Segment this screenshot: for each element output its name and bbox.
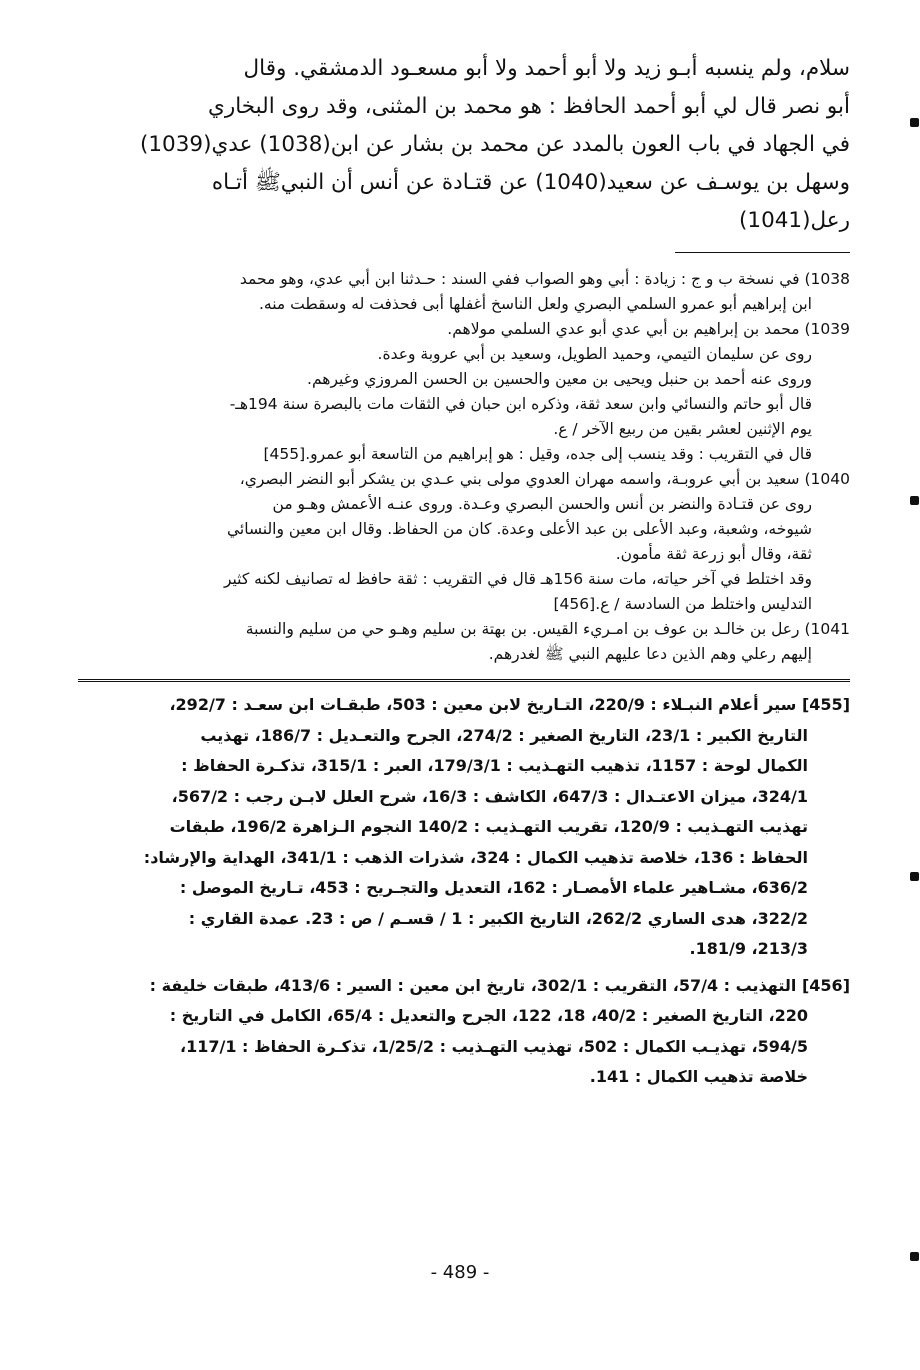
footnote-number: 1038): [804, 270, 850, 288]
scan-mark: [910, 496, 919, 505]
main-line: أبو نصر قال لي أبو أحمد الحافظ : هو محمد بن المثنى، وقد روى البخاري: [208, 94, 850, 119]
reference-line: خلاصة تذهيب الكمال : 141.: [589, 1067, 808, 1086]
footnote-1041: [78, 617, 850, 667]
reference-number: [455]: [801, 695, 850, 714]
main-line: رعل(1041): [739, 208, 850, 233]
scan-mark: [910, 118, 919, 127]
footnote-line: 1041) رعل بن خالـد بن عوف بن امـريء القيس. بن بهتة بن سليم وهـو حي من سليم والنسبة: [245, 620, 850, 638]
page-number: - 489 -: [430, 1262, 490, 1283]
footnote-line: روى عن قتـادة والنضر بن أنس والحسن البصري وعـدة. وروى عنـه الأعمش وهـو من: [272, 495, 812, 513]
reference-line: [455] سير أعلام النبـلاء : 220/9، التـاريخ لابن معين : 503، طبقـات ابن سعـد : 292/7،: [169, 695, 850, 714]
reference-line: 213/3، 181/9.: [689, 939, 808, 958]
reference-line: 220، التاريخ الصغير : 40/2، 18، 122، الجرح والتعديل : 65/4، الكامل في التاريخ :: [169, 1006, 808, 1025]
footnote-line: إليهم رعلي وهم الذين دعا عليهم النبي ﷺ لغدرهم.: [488, 645, 812, 663]
main-line: سلام، ولم ينسبه أبـو زيد ولا أبو أحمد ولا أبو مسعـود الدمشقي. وقال: [243, 56, 850, 81]
footnote-line: 1038) في نسخة ب و ج : زيادة : أبي وهو الصواب ففي السند : حـدثنا ابن أبي عدي، وهو محمد: [239, 270, 850, 288]
footnote-line: يوم الإثنين لعشر بقين من ربيع الآخر / ع.: [553, 420, 812, 438]
footnote-number: 1040): [804, 470, 850, 488]
main-line: وسهل بن يوسـف عن سعيد(1040) عن قتـادة عن أنس أن النبيﷺ أتـاه: [211, 170, 850, 195]
scan-mark: [910, 872, 919, 881]
footnote-line: التدليس واختلط من السادسة / ع.[456]: [553, 595, 812, 613]
references-divider: [78, 679, 850, 682]
reference-line: الكمال لوحة : 1157، تذهيب التهـذيب : 179/3/1، العبر : 315/1، تذكـرة الحفاظ :: [181, 756, 808, 775]
page-content: [78, 50, 850, 1093]
reference-455: [78, 690, 850, 965]
reference-line: تهذيب التهـذيب : 120/9، تقريب التهـذيب : 140/2 النجوم الـزاهرة 196/2، طبقات: [169, 817, 808, 836]
reference-number: [456]: [801, 975, 850, 995]
reference-line: الحفاظ : 136، خلاصة تذهيب الكمال : 324، شذرات الذهب : 341/1، الهداية والإرشاد:: [143, 847, 808, 867]
reference-line: [456] التهذيب : 57/4، التقريب : 302/1، تاريخ ابن معين : السير : 413/6، طبقات خليفة :: [149, 975, 850, 995]
reference-line: التاريخ الكبير : 23/1، التاريخ الصغير : 274/2، الجرح والتعـديل : 186/7، تهذيب: [200, 725, 808, 745]
scan-mark: [910, 1252, 919, 1261]
footnote-line: وقد اختلط في آخر حياته، مات سنة 156هـ قال في التقريب : ثقة حافظ له تصانيف لكنه كثير: [223, 570, 812, 588]
footnote-line: روى عن سليمان التيمي، وحميد الطويل، وسعيد بن أبي عروبة وعدة.: [377, 345, 812, 363]
footnote-1040: [78, 467, 850, 617]
main-line: في الجهاد في باب العون بالمدد عن محمد بن بشار عن ابن(1038) عدي(1039): [139, 132, 850, 157]
footnote-line: ابن إبراهيم أبو عمرو السلمي البصري ولعل الناسخ أغفلها أبى فحذفت له وسقطت منه.: [258, 295, 812, 313]
footnote-line: وروى عنه أحمد بن حنبل ويحيى بن معين والحسين بن الحسن المروزي وغيرهم.: [307, 370, 812, 388]
footnote-line: 1040) سعيد بن أبي عروبـة، واسمه مهران العدوي مولى بني عـدي بن يشكر أبو النضر البصري،: [239, 470, 850, 488]
footnote-number: 1039): [804, 320, 850, 338]
footnote-line: قال أبو حاتم والنسائي وابن سعد ثقة، وذكره ابن حبان في الثقات مات بالبصرة سنة 194هـ-: [229, 395, 812, 413]
footnote-number: 1041): [804, 620, 850, 638]
reference-line: 324/1، ميزان الاعتـدال : 647/3، الكاشف : 16/3، شرح العلل لابـن رجب : 567/2،: [171, 786, 808, 806]
reference-line: 594/5، تهذيـب الكمال : 502، تهذيب التهـذيب : 1/25/2، تذكـرة الحفاظ : 117/1،: [180, 1036, 808, 1056]
footnote-line: 1039) محمد بن إبراهيم بن أبي عدي أبو عدي السلمي مولاهم.: [447, 320, 850, 338]
footnote-line: قال في التقريب : وقد ينسب إلى جده، وقيل : هو إبراهيم من التاسعة أبو عمرو.[455]: [263, 445, 812, 463]
main-text: [78, 50, 850, 240]
footnote-line: ثقة، وقال أبو زرعة ثقة مأمون.: [615, 545, 812, 563]
reference-line: 322/2، هدى الساري 262/2، التاريخ الكبير : 1 / قسـم / ص : 23. عمدة القاري :: [188, 908, 808, 928]
footnote-1038: [78, 267, 850, 317]
reference-456: [78, 971, 850, 1093]
footnote-divider: [675, 252, 850, 253]
footnote-line: شيوخه، وشعبة، وعبد الأعلى بن عبد الأعلى وعدة. كان من الحفاظ. وقال ابن معين والنسائي: [227, 520, 812, 538]
footnote-1039: [78, 317, 850, 467]
reference-line: 636/2، مشـاهير علماء الأمصـار : 162، التعديل والتجـريح : 453، تـاريخ الموصل :: [179, 878, 808, 897]
